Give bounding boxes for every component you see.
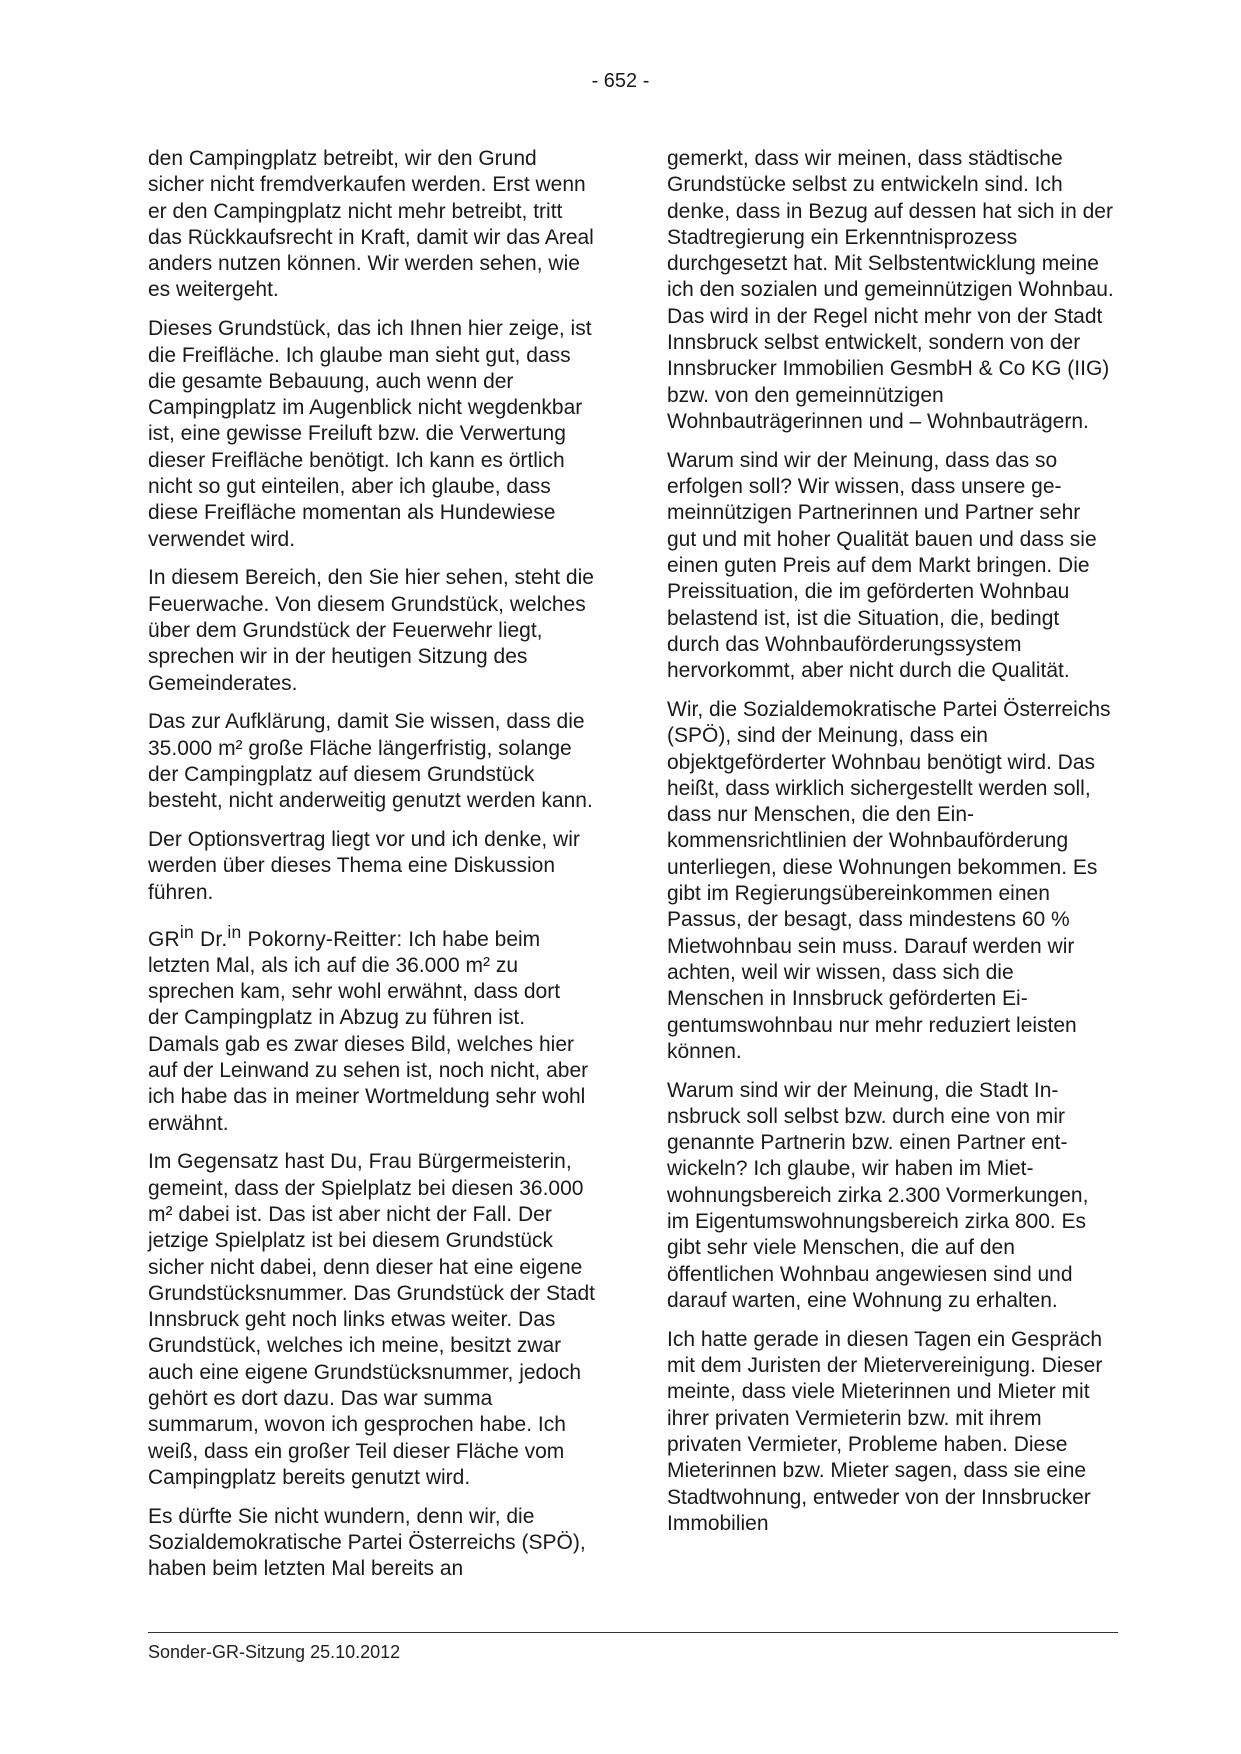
speaker-name: Pokorny-Reitter: <box>241 927 403 951</box>
paragraph: Warum sind wir der Meinung, die Stadt Innsbruck soll selbst bzw. durch eine von mir genannte Partnerin bzw. einen Partner entwickeln? Ich glaube, wir haben im Mietwohnungsbereich zirka 2.300 Vormerkungen, im Eigentumswohnungsbereich zirka 800. Es gibt sehr viele Menschen, die auf den öffentlichen Wohnbau angewiesen sind und darauf warten, eine Wohnung zu erhalten. <box>667 1078 1089 1312</box>
paragraph: Es dürfte Sie nicht wundern, denn wir, die Sozialdemokratische Partei Österreichs (SPÖ), haben beim letzten Mal bereits an <box>148 1504 586 1581</box>
paragraph: Der Optionsvertrag liegt vor und ich denke, wir werden über dieses Thema eine Diskussion führen. <box>148 828 580 904</box>
right-column <box>667 146 1115 1550</box>
paragraph: Das zur Aufklärung, damit Sie wissen, dass die 35.000 m² große Fläche längerfristig, solange der Campingplatz auf diesem Grundstück besteht, nicht anderweitig genutzt werden kann. <box>148 710 593 813</box>
paragraph: Im Gegensatz hast Du, Frau Bürgermeisterin, gemeint, dass der Spielplatz bei diesen 36.000 m² dabei ist. Das ist aber nicht der Fall. Der jetzige Spielplatz ist bei diesem Grundstück sicher nicht dabei, denn dieser hat eine eigene Grundstücksnummer. Das Grundstück der Stadt Innsbruck geht noch links etwas weiter. Das Grundstück, welches ich meine, besitzt zwar auch eine eigene Grundstücksnummer, jedoch gehört es dort dazu. Das war summa summarum, wovon ich gesprochen habe. Ich weiß, dass ein großer Teil dieser Fläche vom Campingplatz bereits genutzt wird. <box>148 1150 596 1489</box>
paragraph: In diesem Bereich, den Sie hier sehen, steht die Feuerwache. Von diesem Grundstück, welches über dem Grundstück der Feuerwehr liegt, sprechen wir in der heutigen Sitzung des Gemeinderates. <box>148 566 594 695</box>
paragraph: Wir, die Sozialdemokratische Partei Österreichs (SPÖ), sind der Meinung, dass ein objektgeförderter Wohnbau benötigt wird. Das heißt, dass wirklich sichergestellt werden soll, dass nur Menschen, die den Einkommensrichtlinien der Wohnbauförderung unterliegen, diese Wohnungen bekommen. Es gibt im Regierungsübereinkommen einen Passus, der besagt, dass mindestens 60 % Mietwohnbau sein muss. Darauf werden wir achten, weil wir wissen, dass sich die Menschen in Innsbruck geförderten Eigentumswohnbau nur mehr reduziert leisten können. <box>667 697 1111 1063</box>
page-number: - 652 - <box>591 70 650 92</box>
paragraph: Warum sind wir der Meinung, dass das so erfolgen soll? Wir wissen, dass unsere gemeinnützigen Partnerinnen und Partner sehr gut und mit hoher Qualität bauen und dass sie einen guten Preis auf dem Markt bringen. Die Preissituation, die im geförderten Wohnbau belastend ist, ist die Situation, die, bedingt durch das Wohnbauförderungssystem hervorkommt, aber nicht durch die Qualität. <box>667 448 1097 683</box>
speaker-text: Ich habe beim letzten Mal, als ich auf die 36.000 m² zu sprechen kam, sehr wohl erwähnt, dass dort der Campingplatz in Abzug zu führen ist. Damals gab es zwar dieses Bild, welches hier auf der Leinwand zu sehen ist, noch nicht, aber ich habe das in meiner Wortmeldung sehr wohl erwähnt. <box>148 927 589 1135</box>
footer-session-label: Sonder-GR-Sitzung 25.10.2012 <box>148 1642 401 1662</box>
speaker-title: $GR^{in}$ Dr.$^{in}$ Pokorny-Reitter: <box>148 921 403 951</box>
left-column <box>148 146 596 1595</box>
paragraph: den Campingplatz betreibt, wir den Grund sicher nicht fremdverkaufen werden. Erst wenn er den Campingplatz nicht mehr betreibt, tritt das Rückkaufsrecht in Kraft, damit wir das Areal anders nutzen können. Wir werden sehen, wie es weitergeht. <box>148 147 594 302</box>
paragraph: Dieses Grundstück, das ich Ihnen hier zeige, ist die Freifläche. Ich glaube man sieht gut, dass die gesamte Bebauung, auch wenn der Campingplatz im Augenblick nicht wegdenkbar ist, eine gewisse Freiluft bzw. die Verwertung dieser Freifläche benötigt. Ich kann es örtlich nicht so gut einteilen, aber ich glaube, dass diese Freifläche momentan als Hundewiese verwendet wird. <box>148 317 592 551</box>
paragraph: Ich hatte gerade in diesen Tagen ein Gespräch mit dem Juristen der Mietervereinigung. Dieser meinte, dass viele Mieterinnen und Mieter mit ihrer privaten Vermieterin bzw. mit ihrem privaten Vermieter, Probleme haben. Diese Mieterinnen bzw. Mieter sagen, dass sie eine Stadtwohnung, entweder von der Innsbrucker Immobilien <box>667 1327 1103 1535</box>
speaker-paragraph <box>148 919 596 1137</box>
footer-divider <box>148 1632 1118 1633</box>
paragraph: gemerkt, dass wir meinen, dass städtische Grundstücke selbst zu entwickeln sind. Ich denke, dass in Bezug auf dessen hat sich in der Stadtregierung ein Erkenntnisprozess durchgesetzt hat. Mit Selbstentwicklung meine ich den sozialen und gemeinnützigen Wohnbau. Das wird in der Regel nicht mehr von der Stadt Innsbruck selbst entwickelt, sondern von der Innsbrucker Immobilien GesmbH & Co KG (IIG) bzw. von den gemeinnützigen Wohnbauträgerinnen und – Wohnbauträgern. <box>667 147 1114 433</box>
